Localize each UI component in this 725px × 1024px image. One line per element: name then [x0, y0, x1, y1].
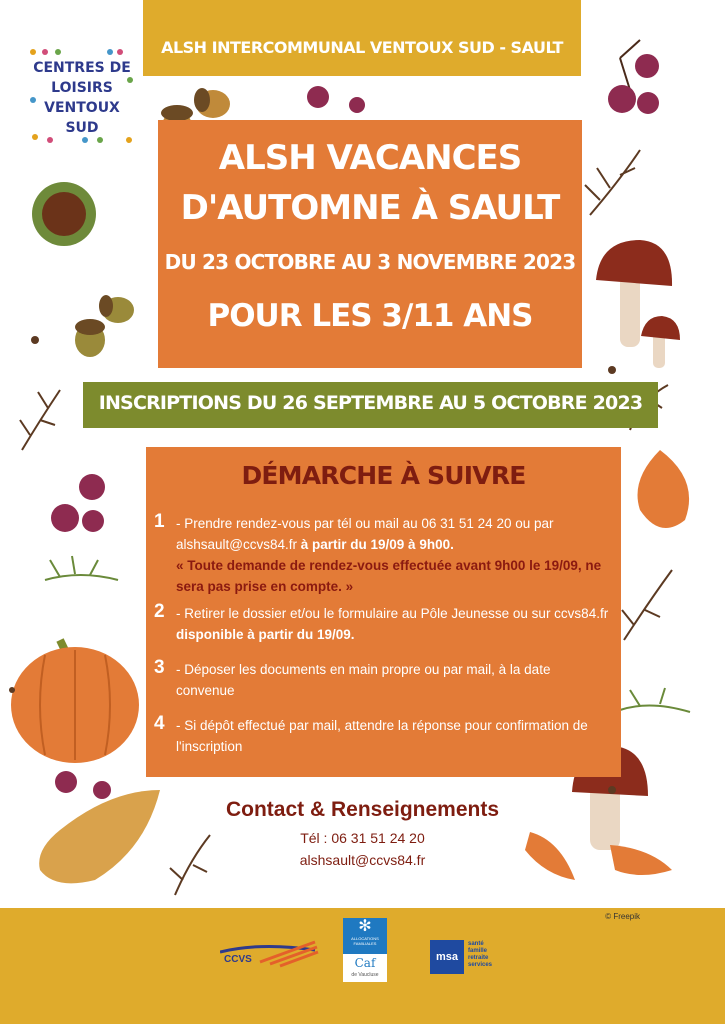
- step-number: 3: [154, 657, 165, 678]
- step-text: - Retirer le dossier et/ou le formulaire au Pôle Jeunesse ou sur ccvs84.fr disponible à partir du 19/09.: [176, 606, 609, 642]
- contact-email: alshsault@ccvs84.fr: [299, 852, 426, 868]
- berries-top-right: [608, 40, 659, 114]
- header-banner-text: ALSH INTERCOMMUNAL VENTOUX SUD - SAULT: [161, 38, 563, 57]
- contact-phone: Tél : 06 31 51 24 20: [300, 830, 425, 846]
- logo-text: CENTRES DE LOISIRS VENTOUX SUD: [33, 60, 131, 136]
- title-dates: DU 23 OCTOBRE AU 3 NOVEMBRE 2023: [164, 250, 576, 274]
- inscriptions-bar: [83, 382, 658, 428]
- snowflake-icon: ✻: [358, 918, 372, 935]
- image-credit: © Freepik: [605, 912, 640, 921]
- step-warning: « Toute demande de rendez-vous effectuée avant 9h00 le 19/09, ne sera pas prise en compte. »: [176, 558, 602, 594]
- chestnut: [32, 182, 96, 246]
- pumpkin: [11, 640, 139, 763]
- steps-box: [146, 447, 621, 777]
- steps-title: DÉMARCHE À SUIVRE: [241, 461, 526, 490]
- title-ages: POUR LES 3/11 ANS: [207, 298, 533, 334]
- step-text: - Déposer les documents en main propre ou par mail, à la date convenue: [176, 662, 551, 698]
- step-number: 4: [154, 713, 165, 734]
- title-box: [158, 120, 582, 368]
- caf-logo-top: ✻ ALLOCATIONS FAMILIALES: [343, 918, 387, 954]
- ccvs-logo: CCVS: [220, 938, 320, 970]
- step-text: - Si dépôt effectué par mail, attendre la réponse pour confirmation de l'inscription: [176, 718, 588, 754]
- title-line-2: D'AUTOMNE À SAULT: [180, 188, 560, 228]
- header-banner: [143, 0, 581, 76]
- step-text: - Prendre rendez-vous par tél ou mail au 06 31 51 24 20 ou par alshsault@ccvs84.fr à partir du 19/09 à 9h00. « Toute demande de rendez-vous effectuée avant 9h00 le 19/09, ne sera pas prise en compte. »: [176, 516, 602, 594]
- inscriptions-text: INSCRIPTIONS DU 26 SEPTEMBRE AU 5 OCTOBRE 2023: [98, 392, 643, 414]
- step-number: 1: [154, 511, 165, 532]
- contact-title: Contact & Renseignements: [225, 798, 500, 821]
- msa-logo: msa santé famille retraite services: [430, 940, 504, 974]
- caf-logo: ✻ ALLOCATIONS FAMILIALES Caf de Vaucluse: [343, 918, 387, 982]
- step-number: 2: [154, 601, 165, 622]
- title-line-1: ALSH VACANCES: [218, 138, 522, 178]
